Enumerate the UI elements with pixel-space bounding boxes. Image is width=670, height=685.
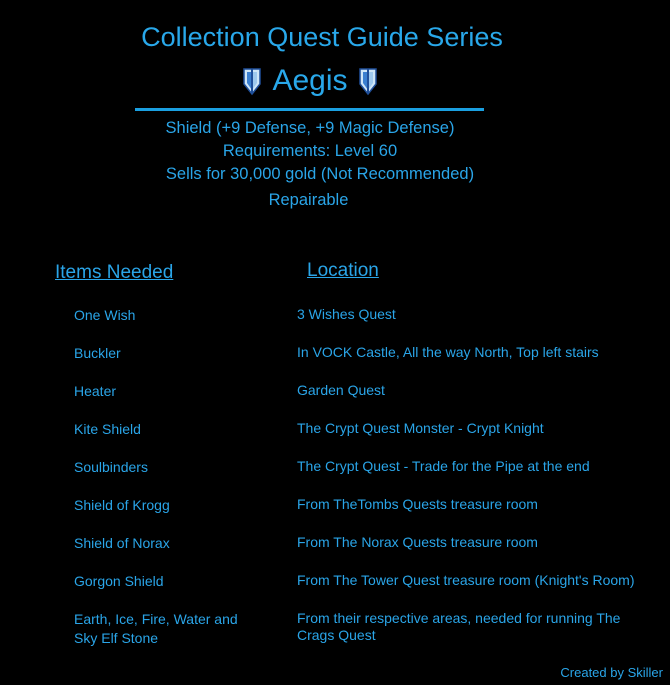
stat-line-sell: Sells for 30,000 gold (Not Recommended) xyxy=(165,165,475,183)
list-item-location: From The Tower Quest treasure room (Knight's Room) xyxy=(297,572,635,588)
list-item-location: 3 Wishes Quest xyxy=(297,306,396,322)
location-header: Location xyxy=(307,260,379,281)
list-item-location: From their respective areas, needed for running The Crags Quest xyxy=(297,610,621,643)
list-item: Gorgon Shield xyxy=(74,573,164,589)
shield-icon xyxy=(242,66,262,96)
stat-line-type: Shield (+9 Defense, +9 Magic Defense) xyxy=(165,119,455,137)
title-divider xyxy=(135,108,484,111)
item-title-row xyxy=(0,64,620,98)
list-item: One Wish xyxy=(74,307,136,323)
list-item: Earth, Ice, Fire, Water and Sky Elf Stone xyxy=(74,611,238,646)
series-title: Collection Quest Guide Series xyxy=(141,22,503,52)
list-item: Kite Shield xyxy=(74,421,141,437)
list-item-location: From TheTombs Quests treasure room xyxy=(297,496,538,512)
list-item: Heater xyxy=(74,383,117,399)
list-item: Shield of Krogg xyxy=(74,497,170,513)
item-title: Aegis xyxy=(272,64,348,97)
list-item-location: From The Norax Quests treasure room xyxy=(297,534,538,550)
shield-icon xyxy=(358,66,378,96)
list-item: Soulbinders xyxy=(74,459,148,475)
list-item-location: Garden Quest xyxy=(297,382,385,398)
list-item: Shield of Norax xyxy=(74,535,170,551)
list-item-location: In VOCK Castle, All the way North, Top left stairs xyxy=(297,344,599,360)
list-item: Buckler xyxy=(74,345,121,361)
list-item-location: The Crypt Quest - Trade for the Pipe at the end xyxy=(297,458,590,474)
list-item-location: The Crypt Quest Monster - Crypt Knight xyxy=(297,420,544,436)
stat-line-repair: Repairable xyxy=(268,191,349,209)
items-needed-header: Items Needed xyxy=(55,262,174,283)
stat-line-requirements: Requirements: Level 60 xyxy=(222,142,398,160)
credit-label: Created by Skiller xyxy=(560,665,663,680)
